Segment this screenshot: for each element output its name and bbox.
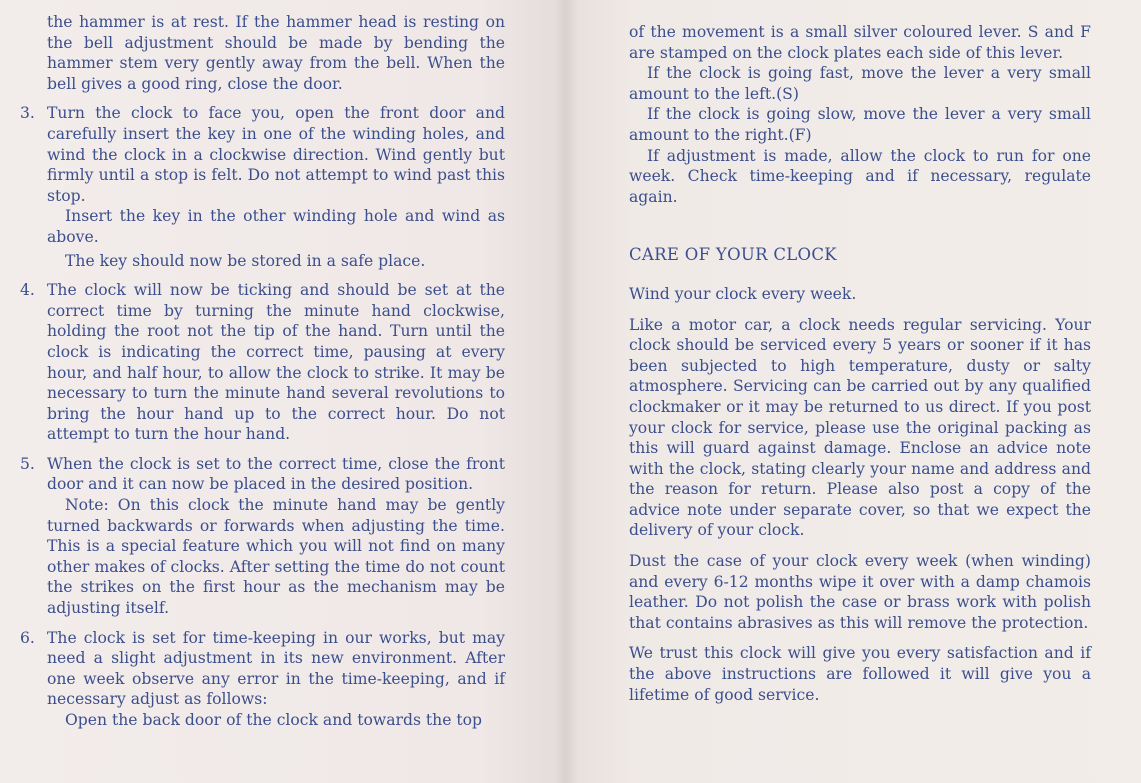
instruction-step-3 (20, 103, 505, 271)
step-paragraph: The key should now be stored in a safe place. (65, 251, 426, 270)
care-paragraph: Like a motor car, a clock needs regular servicing. Your clock should be serviced every 5 years or sooner if it has been subjected to high temperature, dusty or salty atmosphere. Servicing can be carried out by any qualified clockmaker or it may be returned to us direct. If you post your clock for service, please use the original packing as this will guard against damage. Enclose an advice note with the clock, stating clearly your name and address and the reason for return. Please also post a copy of the advice note under separate cover, so that we expect the delivery of your clock. (629, 315, 1091, 540)
instruction-step-6 (20, 628, 505, 731)
step-number: 6. (20, 628, 35, 647)
step-paragraph: The clock is set for time-keeping in our works, but may need a slight adjustment in its new environment. After one week observe any error in the time-keeping, and if necessary adjust as follows: (47, 628, 505, 709)
step-paragraph: Turn the clock to face you, open the front door and carefully insert the key in one of the winding holes, and wind the clock in a clockwise direction. Wind gently but firmly until a stop is felt. Do not attempt to wind past this stop. (47, 104, 505, 205)
step-paragraph: When the clock is set to the correct time, close the front door and it can now be placed in the desired position. (47, 454, 505, 494)
care-paragraph: Dust the case of your clock every week (when winding) and every 6-12 months wipe it over with a damp chamois leather. Do not polish the case or brass work with polish that contains abrasives as this will remove the protection. (629, 552, 1091, 632)
left-page (0, 0, 566, 783)
right-page (566, 0, 1141, 783)
section-heading: CARE OF YOUR CLOCK (629, 245, 837, 265)
step-paragraph: Open the back door of the clock and towards the top (65, 711, 483, 729)
instruction-step-5 (20, 454, 505, 619)
continued-paragraph: the hammer is at rest. If the hammer head is resting on the bell adjustment should be made by bending the hammer stem very gently away from the bell. When the bell gives a good ring, close the door. (47, 13, 505, 93)
care-paragraph: We trust this clock will give you every satisfaction and if the above instructions are followed it will give you a lifetime of good service. (629, 644, 1091, 704)
step-note: Note: On this clock the minute hand may be gently turned backwards or forwards when adjusting the time. This is a special feature which you will not find on many other makes of clocks. After setting the time do not count the strikes on the first hour as the mechanism may be adjusting itself. (47, 496, 505, 618)
regulation-check: If adjustment is made, allow the clock to run for one week. Check time-keeping and if necessary, regulate again. (629, 146, 1091, 206)
continued-paragraph: of the movement is a small silver coloured lever. S and F are stamped on the clock plates each side of this lever. (629, 23, 1091, 62)
step-paragraph: The clock will now be ticking and should be set at the correct time by turning the minute hand clockwise, holding the root not the tip of the hand. Turn until the clock is indicating the correct time, pausing at every hour, and half hour, to allow the clock to strike. It may be necessary to turn the minute hand several revolutions to bring the hour hand up to the correct hour. Do not attempt to turn the hour hand. (47, 281, 505, 444)
step-paragraph: Insert the key in the other winding hole and wind as above. (47, 207, 505, 246)
instruction-step-4 (20, 280, 505, 445)
step-number: 4. (20, 281, 35, 300)
right-page-text (629, 22, 1091, 715)
regulation-slow: If the clock is going slow, move the lever a very small amount to the right.(F) (629, 105, 1091, 144)
care-paragraph: Wind your clock every week. (629, 284, 857, 303)
step-number: 3. (20, 104, 35, 123)
regulation-fast: If the clock is going fast, move the lever a very small amount to the left.(S) (629, 64, 1091, 103)
left-page-text (20, 12, 505, 731)
step-number: 5. (20, 454, 35, 473)
